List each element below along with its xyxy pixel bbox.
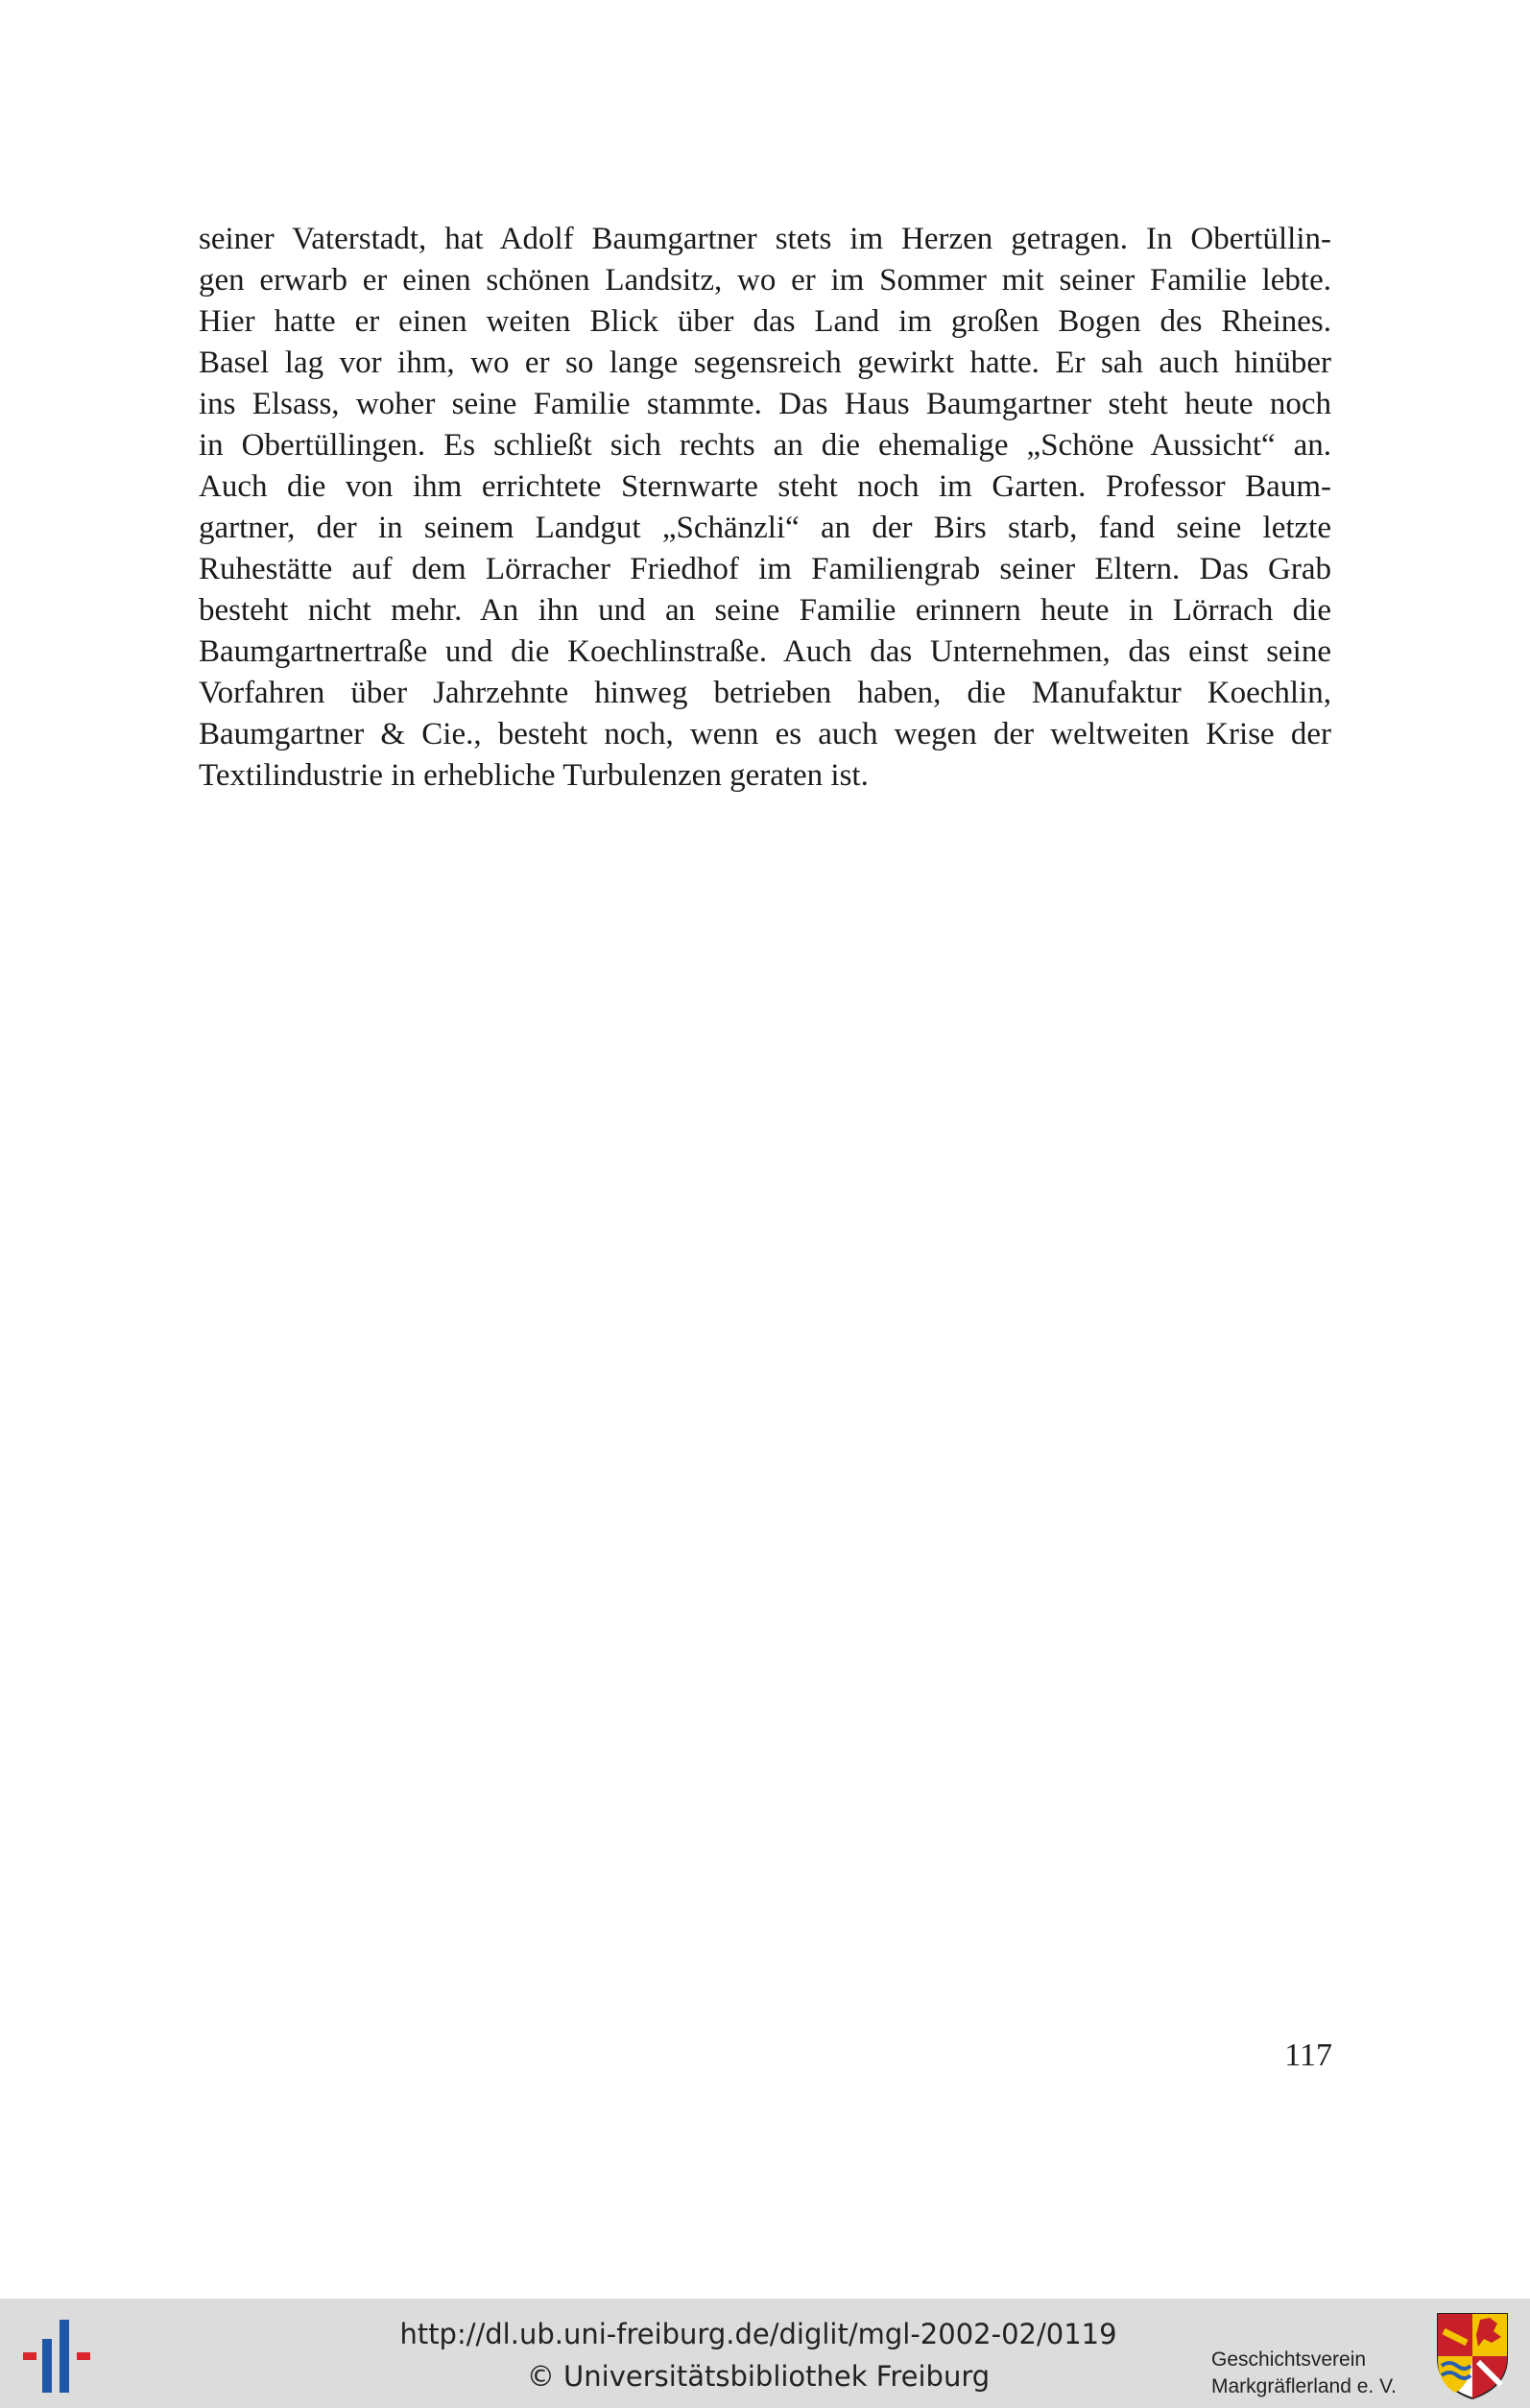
coat-of-arms-icon — [1434, 2310, 1511, 2400]
page-number: 117 — [1284, 2038, 1332, 2073]
text-line: Hier hatte er einen weiten Blick über das Land im großen Bogen des Rheines. — [199, 304, 1331, 339]
text-line: ins Elsass, woher seine Familie stammte. Das Haus Baumgartner steht heute noch — [199, 387, 1331, 421]
text-line: seiner Vaterstadt, hat Adolf Baumgartner stets im Herzen getragen. In Obertüllin- — [199, 222, 1331, 256]
text-line: besteht nicht mehr. An ihn und an seine Familie erinnern heute in Lörrach die — [199, 593, 1331, 628]
footer-copyright: © Universitätsbibliothek Freiburg — [526, 2360, 991, 2393]
text-line: gen erwarb er einen schönen Landsitz, wo er im Sommer mit seiner Familie lebte. — [199, 263, 1331, 298]
ub-freiburg-logo-icon — [17, 2314, 100, 2396]
text-line: Baumgartner & Cie., besteht noch, wenn es auch wegen der weltweiten Krise der — [199, 717, 1331, 751]
text-line: Basel lag vor ihm, wo er so lange segensreich gewirkt hatte. Er sah auch hinüber — [199, 346, 1331, 380]
society-name-line1: Geschichtsverein — [1211, 2348, 1367, 2371]
text-line: Textilindustrie in erhebliche Turbulenzen geraten ist. — [199, 758, 869, 793]
text-line: gartner, der in seinem Landgut „Schänzli“ an der Birs starb, fand seine letzte — [199, 511, 1331, 545]
text-line: Auch die von ihm errichtete Sternwarte steht noch im Garten. Professor Baum- — [199, 469, 1331, 504]
footer-url[interactable]: http://dl.ub.uni-freiburg.de/diglit/mgl-2002-02/0119 — [399, 2318, 1117, 2350]
text-line: Vorfahren über Jahrzehnte hinweg betrieben haben, die Manufaktur Koechlin, — [199, 676, 1331, 710]
body-text — [199, 219, 1331, 797]
text-line: Ruhestätte auf dem Lörracher Friedhof im Familiengrab seiner Eltern. Das Grab — [199, 552, 1331, 586]
text-line: in Obertüllingen. Es schließt sich rechts an die ehemalige „Schöne Aussicht“ an. — [199, 428, 1331, 463]
footer-bar — [0, 2299, 1530, 2408]
text-line: Baumgartnertraße und die Koechlinstraße. Auch das Unternehmen, das einst seine — [199, 634, 1331, 669]
society-name-line2: Markgräflerland e. V. — [1211, 2375, 1397, 2397]
